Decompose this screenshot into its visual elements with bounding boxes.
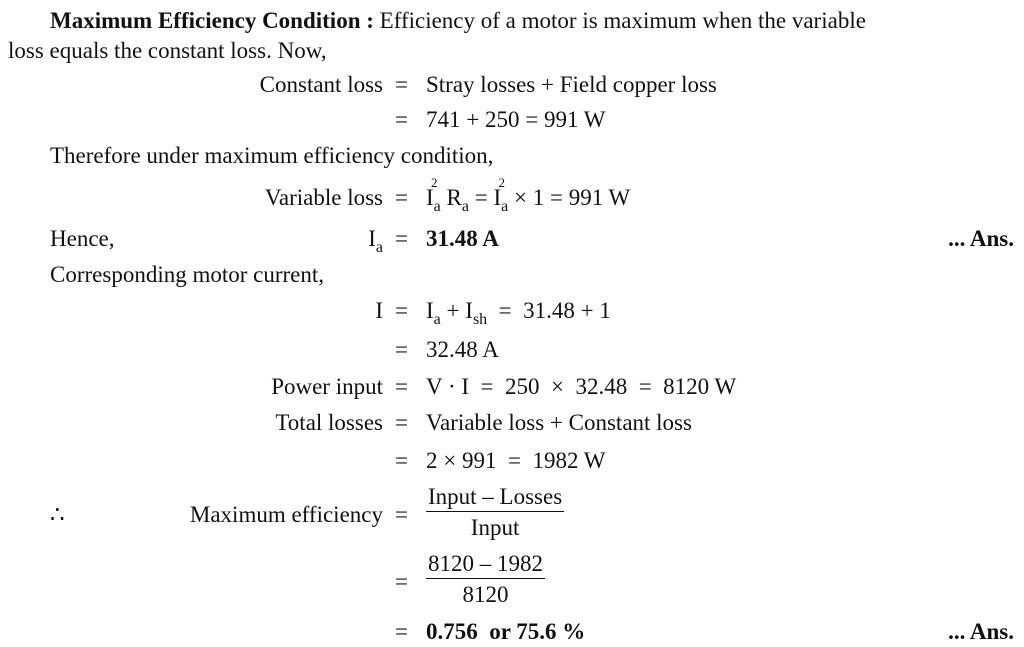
equals-sign: = [395,619,408,644]
answer-marker: ... Ans. [948,226,1014,251]
power-input-label: Power input [271,374,383,399]
equals-sign: = [395,226,408,251]
section-heading: Maximum Efficiency Condition : [50,8,374,33]
armature-current-symbol: $I_a$ [368,226,383,256]
total-losses-label: Total losses [275,410,383,435]
max-efficiency-result: 0.756 or 75.6 % [426,619,586,644]
equals-sign: = [395,337,408,362]
fraction-denominator: 8120 [462,582,509,607]
equals-sign: = [395,185,408,210]
therefore-symbol: ∴ [50,502,65,527]
equals-sign: = [395,569,408,594]
equals-sign: = [395,298,408,323]
motor-current-value: 32.48 A [426,337,499,362]
constant-loss-value: 741 + 250 = 991 W [426,107,606,132]
total-losses-expression: Variable loss + Constant loss [426,410,692,435]
equals-sign: = [395,72,408,97]
total-losses-value: 2 × 991 = 1982 W [426,448,606,473]
intro-line-1 [50,9,866,32]
corresponding-statement: Corresponding motor current, [50,262,325,287]
power-input-expression: V · I = 250 × 32.48 = 8120 W [426,374,737,399]
therefore-statement: Therefore under maximum efficiency condition, [50,143,494,168]
intro-text-1: Efficiency of a motor is maximum when the variable [379,8,866,33]
constant-loss-label: Constant loss [259,72,383,97]
equals-sign: = [395,374,408,399]
equals-sign: = [395,448,408,473]
variable-loss-label: Variable loss [264,185,383,210]
equals-sign: = [395,502,408,527]
hence-label: Hence, [50,226,115,251]
constant-loss-expression: Stray losses + Field copper loss [426,72,717,97]
armature-current-value: 31.48 A [426,226,499,251]
equals-sign: = [395,410,408,435]
variable-loss-expression: $I_a$ 2 $R_a = I_a$ 2 × 1 = 991 W [426,175,631,215]
equals-sign: = [395,107,408,132]
motor-current-symbol: I [375,298,383,323]
motor-current-expression: $I_a + I_{sh} = 31.48 + 1$ [426,298,611,328]
intro-text-2: loss equals the constant loss. Now, [8,38,327,63]
max-efficiency-label: Maximum efficiency [189,502,383,527]
efficiency-numeric-fraction [426,552,545,606]
fraction-denominator: Input [470,515,520,540]
efficiency-formula-fraction [426,485,564,539]
fraction-numerator: 8120 – 1982 [426,552,545,579]
answer-marker: ... Ans. [948,619,1014,644]
fraction-numerator: Input – Losses [426,485,564,512]
